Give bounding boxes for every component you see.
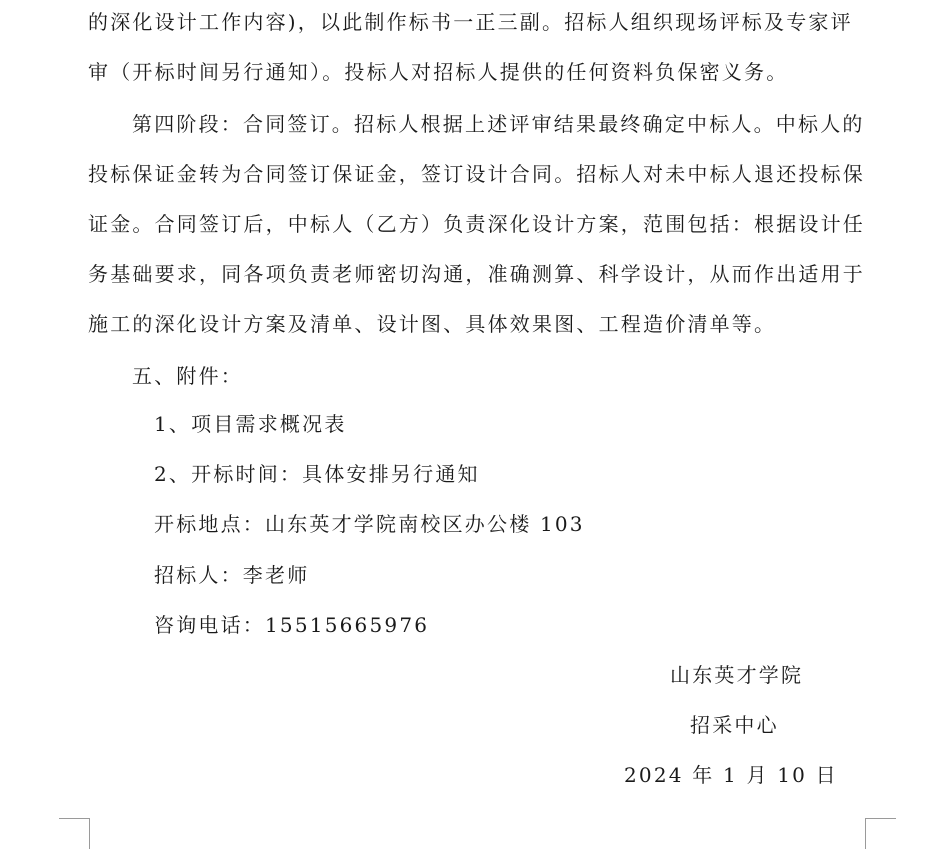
paragraph-line: 的深化设计工作内容)，以此制作标书一正三副。招标人组织现场评标及专家评: [88, 10, 853, 34]
signature-date: 2024 年 1 月 10 日: [624, 763, 838, 787]
section-title: 五、附件：: [132, 364, 243, 388]
signature-department: 招采中心: [690, 713, 779, 737]
attachment-item: 2、开标时间：具体安排另行通知: [154, 462, 480, 486]
paragraph-line: 第四阶段：合同签订。招标人根据上述评审结果最终确定中标人。中标人的: [132, 112, 865, 136]
paragraph-line: 证金。合同签订后，中标人（乙方）负责深化设计方案，范围包括：根据设计任: [88, 212, 865, 236]
page-corner-mark-right: [865, 818, 896, 849]
signature-organization: 山东英才学院: [670, 663, 804, 687]
contact-person: 招标人：李老师: [154, 563, 310, 587]
paragraph-line: 审（开标时间另行通知）。投标人对招标人提供的任何资料负保密义务。: [88, 60, 789, 84]
page-corner-mark-left: [59, 818, 90, 849]
contact-phone: 咨询电话：15515665976: [154, 613, 430, 637]
paragraph-line: 务基础要求，同各项负责老师密切沟通，准确测算、科学设计，从而作出适用于: [88, 262, 865, 286]
paragraph-line: 施工的深化设计方案及清单、设计图、具体效果图、工程造价清单等。: [88, 312, 777, 336]
paragraph-line: 投标保证金转为合同签订保证金，签订设计合同。招标人对未中标人退还投标保: [88, 162, 865, 186]
attachment-item: 1、项目需求概况表: [154, 412, 347, 436]
bid-location: 开标地点：山东英才学院南校区办公楼 103: [154, 512, 585, 536]
